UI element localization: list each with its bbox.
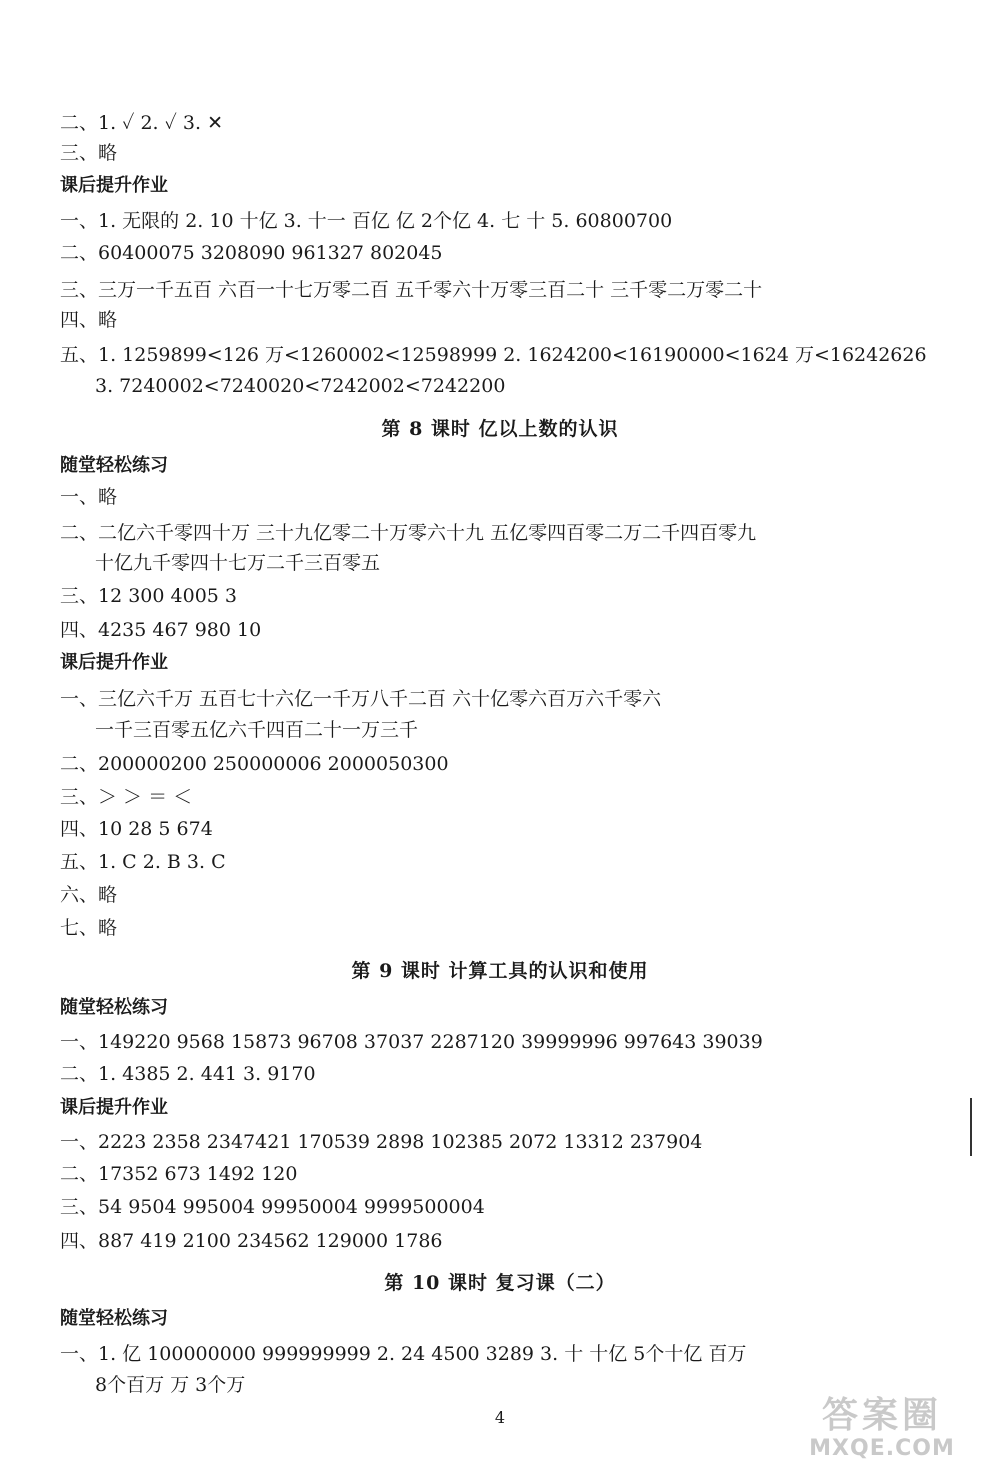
lesson-title: 第 8 课时 亿以上数的认识: [381, 418, 619, 440]
watermark-title: 答案圈: [821, 1395, 942, 1436]
watermark-url: MXQE.COM: [809, 1436, 955, 1461]
answer-line: 一、1. 亿 100000000 999999999 2. 24 4500 3289 3. 十 十亿 5个十亿 百万: [60, 1343, 747, 1365]
answer-line-continued: 一千三百零五亿六千四百二十一万三千: [95, 719, 419, 741]
answer-line: 二、60400075 3208090 961327 802045: [60, 242, 443, 264]
answer-line: 六、略: [60, 884, 118, 906]
answer-line: 五、1. 1259899<126 万<1260002<12598999 2. 1624200<16190000<1624 万<16242626: [60, 344, 927, 366]
section-heading: 课后提升作业: [60, 652, 168, 673]
margin-mark: [970, 1098, 972, 1156]
section-heading: 课后提升作业: [60, 1097, 168, 1118]
answer-line: 五、1. C 2. B 3. C: [60, 851, 226, 873]
section-heading: 随堂轻松练习: [60, 997, 168, 1018]
answer-line: 四、4235 467 980 10: [60, 619, 262, 641]
section-heading: 随堂轻松练习: [60, 1308, 168, 1329]
answer-line: 一、1. 无限的 2. 10 十亿 3. 十一 百亿 亿 2个亿 4. 七 十 5. 60800700: [60, 210, 673, 232]
answer-line: 二、200000200 250000006 2000050300: [60, 753, 449, 775]
section-heading: 课后提升作业: [60, 175, 168, 196]
answer-line: 一、2223 2358 2347421 170539 2898 102385 2072 13312 237904: [60, 1131, 703, 1153]
answer-line-continued: 3. 7240002<7240020<7242002<7242200: [95, 375, 506, 397]
answer-line: 一、略: [60, 486, 118, 508]
answer-line: 三、12 300 4005 3: [60, 585, 238, 607]
section-heading: 随堂轻松练习: [60, 455, 168, 476]
answer-line-continued: 十亿九千零四十七万二千三百零五: [95, 552, 381, 574]
answer-line: 二、1. ✓ 2. ✓ 3. ✕: [60, 112, 224, 134]
lesson-title: 第 9 课时 计算工具的认识和使用: [351, 960, 649, 982]
answer-line: 二、1. 4385 2. 441 3. 9170: [60, 1063, 316, 1085]
answer-line: 三、＞ ＞ ＝ ＜: [60, 786, 193, 808]
answer-line: 四、略: [60, 309, 118, 331]
answer-line: 一、三亿六千万 五百七十六亿一千万八千二百 六十亿零六百万六千零六: [60, 688, 662, 710]
page-number: 4: [494, 1408, 506, 1427]
answer-line: 三、54 9504 995004 99950004 9999500004: [60, 1196, 485, 1218]
lesson-title: 第 10 课时 复习课（二）: [384, 1272, 616, 1294]
answer-line: 三、三万一千五百 六百一十七万零二百 五千零六十万零三百二十 三千零二万零二十: [60, 279, 763, 301]
answer-line: 一、149220 9568 15873 96708 37037 2287120 39999996 997643 39039: [60, 1031, 763, 1053]
watermark-logo: [782, 1396, 982, 1466]
answer-line: 二、二亿六千零四十万 三十九亿零二十万零六十九 五亿零四百零二万二千四百零九: [60, 522, 757, 544]
answer-line: 二、17352 673 1492 120: [60, 1163, 298, 1185]
answer-line: 四、10 28 5 674: [60, 818, 213, 840]
answer-line: 四、887 419 2100 234562 129000 1786: [60, 1230, 443, 1252]
answer-line-continued: 8个百万 万 3个万: [95, 1374, 246, 1396]
answer-line: 七、略: [60, 917, 118, 939]
answer-line: 三、略: [60, 142, 118, 164]
